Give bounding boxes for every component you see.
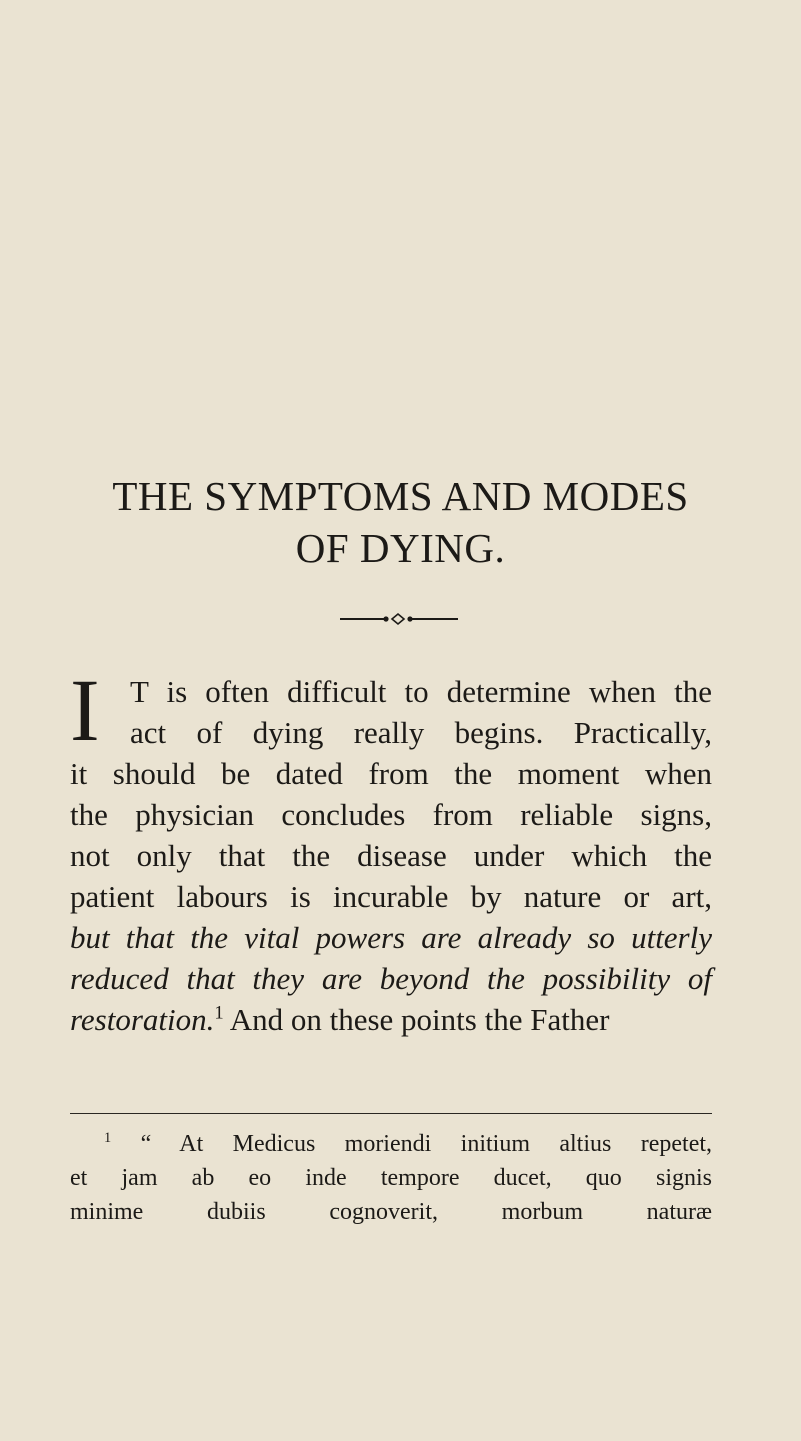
footnote-line-1	[70, 1127, 712, 1161]
footnote-line-3: minime dubiis cognoverit, morbum naturæ	[70, 1199, 712, 1225]
drop-cap: I	[70, 662, 100, 760]
text-line-5: not only that the disease under which the	[70, 838, 712, 873]
footnote-line-1-text: “ At Medicus moriendi initium altius repetet,	[140, 1131, 713, 1157]
text-line-9-italic: restoration.	[70, 1002, 215, 1037]
text-line-1: T is often difficult to determine when the	[130, 674, 712, 709]
text-line-6: patient labours is incurable by nature or art,	[70, 879, 712, 914]
footnote-marker: 1	[104, 1130, 112, 1146]
ornament-divider-icon	[340, 612, 458, 626]
footnote-reference[interactable]: 1	[214, 1002, 224, 1024]
text-line-8-italic: reduced that they are beyond the possibility of	[70, 961, 712, 996]
footnote-rule	[70, 1113, 712, 1114]
text-line-9	[70, 1000, 712, 1041]
footnote-line-2: et jam ab eo inde tempore ducet, quo signis	[70, 1165, 712, 1191]
text-line-9-rest: And on these points the Father	[223, 1002, 610, 1037]
chapter-title-line-1: THE SYMPTOMS AND MODES	[112, 473, 689, 519]
text-line-3: it should be dated from the moment when	[70, 756, 712, 791]
text-line-7-italic: but that the vital powers are already so utterly	[70, 920, 712, 955]
chapter-title-line-2: OF DYING.	[295, 525, 506, 571]
text-line-2: act of dying really begins. Practically,	[130, 715, 712, 750]
text-line-4: the physician concludes from reliable signs,	[70, 797, 712, 832]
